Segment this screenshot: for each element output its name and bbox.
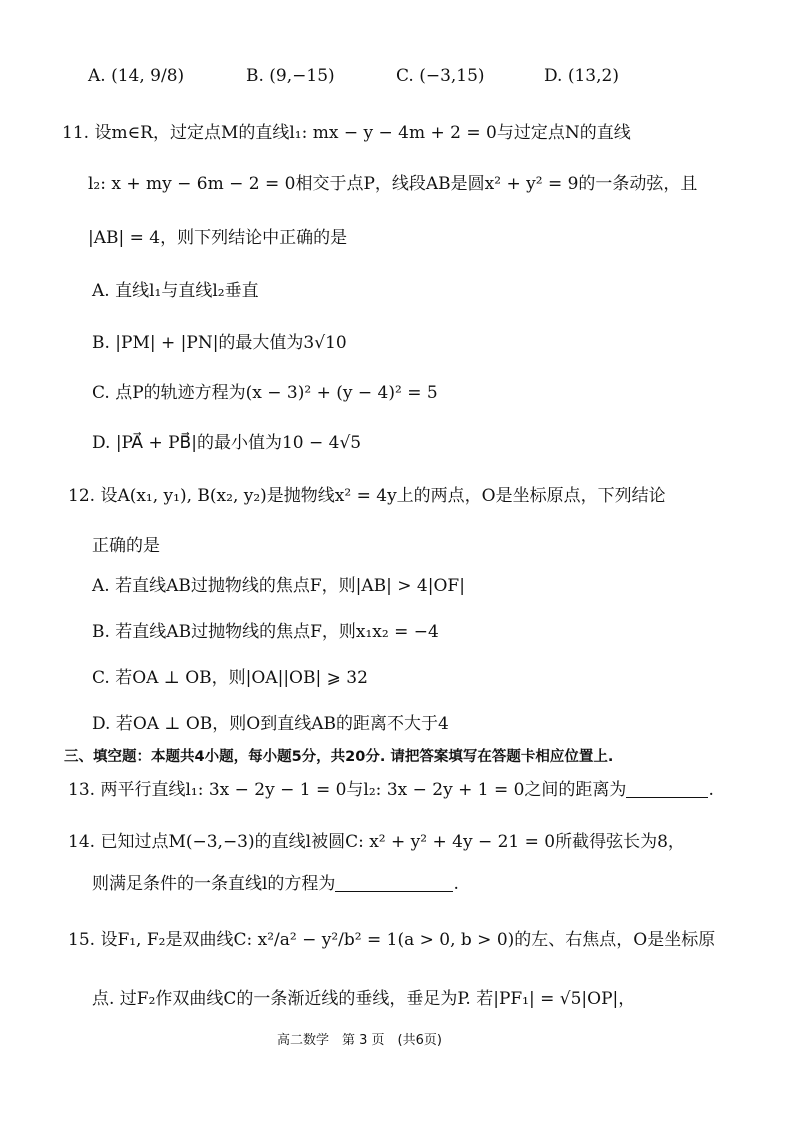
q15-stem-line2: 点. 过F₂作双曲线C的一条渐近线的垂线，垂足为P. 若|PF₁| = √5|OP|， xyxy=(92,989,636,1009)
q12-option-b: B. 若直线AB过抛物线的焦点F，则x₁x₂ = −4 xyxy=(92,622,439,642)
q14-text: 则满足条件的一条直线l的方程为 xyxy=(92,874,336,894)
q11-stem-line3: |AB| = 4，则下列结论中正确的是 xyxy=(88,228,348,248)
q11-option-a: A. 直线l₁与直线l₂垂直 xyxy=(92,281,259,301)
section-heading-fill-in: 三、填空题：本题共4小题，每小题5分，共20分. 请把答案填写在答题卡相应位置上. xyxy=(64,749,614,765)
q15-stem-line1: 15. 设F₁, F₂是双曲线C: x²/a² − y²/b² = 1(a > 0, b > 0)的左、右焦点，O是坐标原 xyxy=(68,930,716,950)
page-footer: 高二数学 第 3 页 (共6页) xyxy=(277,1033,442,1048)
q14-end: . xyxy=(453,874,459,894)
q11-stem-line1: 11. 设m∈R，过定点M的直线l₁: mx − y − 4m + 2 = 0与过定点N的直线 xyxy=(62,123,631,143)
q10-option-b: B. (9,−15) xyxy=(246,66,335,86)
q10-option-c: C. (−3,15) xyxy=(396,66,485,86)
q12-option-d: D. 若OA ⊥ OB，则O到直线AB的距离不大于4 xyxy=(92,714,449,734)
q13-answer-blank xyxy=(626,779,708,798)
q12-stem-line1: 12. 设A(x₁, y₁), B(x₂, y₂)是抛物线x² = 4y上的两点，O是坐标原点，下列结论 xyxy=(68,486,666,506)
q11-option-b: B. |PM| + |PN|的最大值为3√10 xyxy=(92,333,347,353)
q12-stem-line2: 正确的是 xyxy=(92,536,160,556)
q10-option-d: D. (13,2) xyxy=(544,66,619,86)
q14-stem-line1: 14. 已知过点M(−3,−3)的直线l被圆C: x² + y² + 4y − 21 = 0所截得弦长为8， xyxy=(68,832,685,852)
q13-stem xyxy=(68,778,714,802)
q13-end: . xyxy=(708,780,714,800)
q14-answer-blank xyxy=(335,873,453,892)
q11-option-d: D. |PA⃗ + PB⃗|的最小值为10 − 4√5 xyxy=(92,433,362,453)
q10-options-row xyxy=(88,64,619,88)
q12-option-a: A. 若直线AB过抛物线的焦点F，则|AB| > 4|OF| xyxy=(92,576,465,596)
q11-option-c: C. 点P的轨迹方程为(x − 3)² + (y − 4)² = 5 xyxy=(92,383,438,403)
q12-option-c: C. 若OA ⊥ OB，则|OA||OB| ⩾ 32 xyxy=(92,668,368,688)
q14-stem-line2 xyxy=(92,872,459,896)
q10-option-a: A. (14, 9/8) xyxy=(88,66,185,86)
q13-text: 13. 两平行直线l₁: 3x − 2y − 1 = 0与l₂: 3x − 2y + 1 = 0之间的距离为 xyxy=(68,780,627,800)
q11-stem-line2: l₂: x + my − 6m − 2 = 0相交于点P，线段AB是圆x² + y² = 9的一条动弦，且 xyxy=(88,174,698,194)
